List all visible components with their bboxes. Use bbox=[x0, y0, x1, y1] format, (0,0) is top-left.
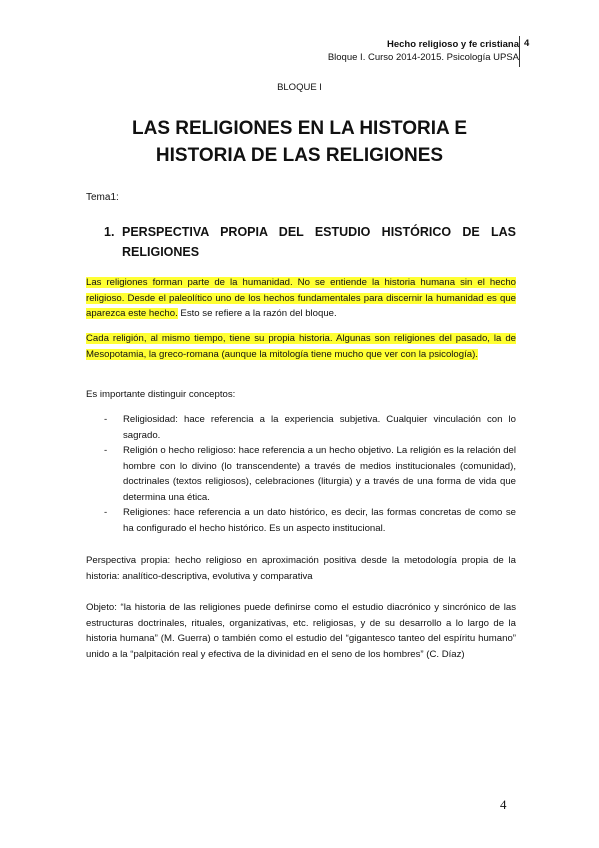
paragraph-5: Objeto: “la historia de las religiones puede definirse como el estudio diacrónico y sincrónico de las estructuras doctrinales, rituales, organizativas, etc. religiosas, y de su desarrollo a lo largo de la historia humana” (M. Guerra) o también como el estudio del “gigantesco tanteo del espíritu humano” unido a la “palpitación real y efectiva de la divinidad en el seno de los hombres” (C. Díaz) bbox=[86, 602, 516, 660]
paragraph-3: Es importante distinguir conceptos: bbox=[86, 389, 236, 400]
highlighted-text: Las religiones forman parte de la humanidad. No se entiende la historia humana sin el hecho religioso. Desde el paleolítico uno de los hechos fundamentales para discernir la humanidad es que aparezca este hecho. bbox=[86, 277, 516, 319]
section-title: PERSPECTIVA PROPIA DEL ESTUDIO HISTÓRICO DE LAS RELIGIONES bbox=[122, 225, 516, 259]
header-page-number: 4 bbox=[524, 38, 530, 49]
topic-label: Tema1: bbox=[86, 192, 119, 203]
section-number: 1. bbox=[104, 225, 115, 239]
list-item-text: Religiosidad: hace referencia a la experiencia subjetiva. Cualquier vinculación con lo sagrado. bbox=[123, 414, 516, 441]
document-title bbox=[0, 115, 599, 169]
paragraph-2 bbox=[86, 331, 516, 362]
list-item-text: Religión o hecho religioso: hace referencia a un hecho objetivo. La religión es la relación del hombre con lo divino (lo transcendente) a través de medios institucionales (comunidad), doctrinales (textos religiosos), celebraciones (liturgia) y a través de una forma de vida que determina una ética. bbox=[123, 445, 516, 503]
title-line-2: HISTORIA DE LAS RELIGIONES bbox=[155, 145, 444, 166]
list-item bbox=[86, 505, 516, 536]
list-item-text: Religiones: hace referencia a un dato histórico, es decir, las formas concretas de como se ha configurado el hecho histórico. Es un aspecto institucional. bbox=[123, 507, 516, 534]
header-course-info: Bloque I. Curso 2014-2015. Psicología UPSA bbox=[327, 52, 519, 63]
list-dash: - bbox=[104, 445, 108, 456]
running-header bbox=[328, 38, 519, 64]
highlighted-text: Cada religión, al mismo tiempo, tiene su propia historia. Algunas son religiones del pasado, la de Mesopotamia, la greco-romana (aunque la mitología tiene mucho que ver con la psicología). bbox=[86, 333, 516, 360]
block-label: BLOQUE I bbox=[277, 82, 322, 93]
list-item bbox=[86, 443, 516, 505]
list-dash: - bbox=[104, 507, 108, 518]
page-number-footer: 4 bbox=[500, 797, 507, 812]
header-divider bbox=[519, 36, 520, 67]
list-dash: - bbox=[104, 414, 108, 425]
list-item bbox=[86, 412, 516, 443]
paragraph-1 bbox=[86, 275, 516, 322]
paragraph-text: Esto se refiere a la razón del bloque. bbox=[177, 308, 337, 319]
header-course-title: Hecho religioso y fe cristiana bbox=[387, 39, 519, 50]
concept-list bbox=[86, 412, 516, 536]
title-line-1: LAS RELIGIONES EN LA HISTORIA E bbox=[132, 118, 467, 139]
paragraph-4: Perspectiva propia: hecho religioso en aproximación positiva desde la metodología propia de la historia: analítico-descriptiva, evolutiva y comparativa bbox=[86, 555, 516, 582]
